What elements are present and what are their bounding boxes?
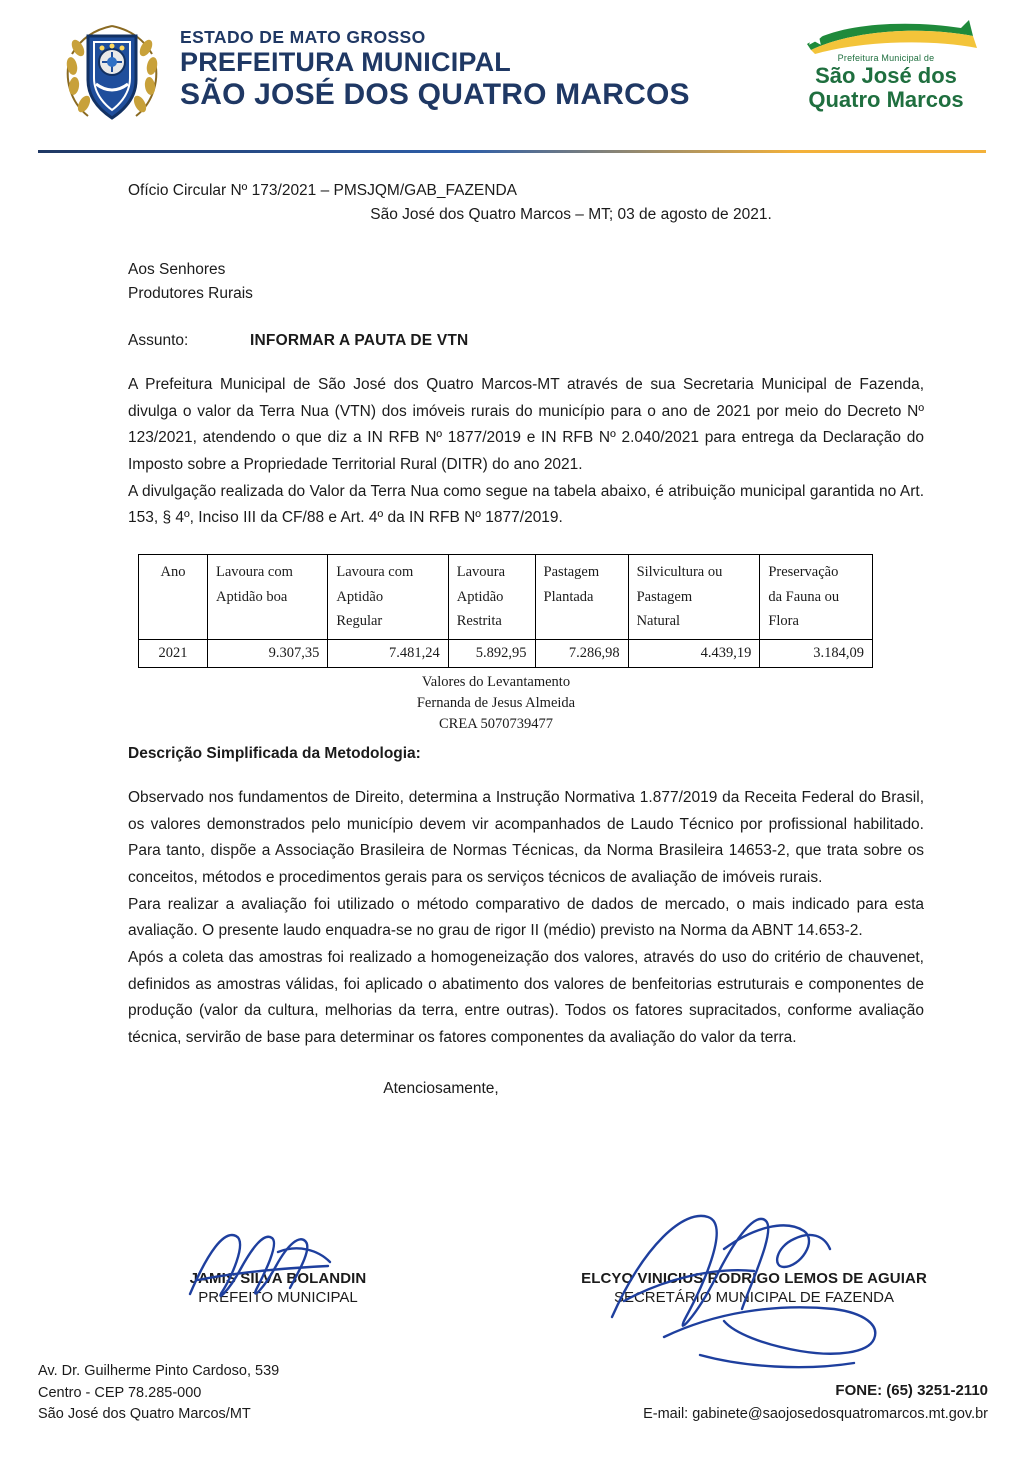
address-line-3: São José dos Quatro Marcos/MT [38,1406,251,1423]
cell-silvicultura: 4.439,19 [628,639,760,667]
document-footer [38,1361,988,1426]
th-lavoura-restrita: Lavoura Aptidão Restrita [448,554,535,639]
address-line-1: Av. Dr. Guilherme Pinto Cardoso, 539 [38,1362,280,1379]
header-titles [180,28,690,110]
th-silvicultura: Silvicultura ou Pastagem Natural [628,554,760,639]
place-date: São José dos Quatro Marcos – MT; 03 de agosto de 2021. [370,206,772,223]
header-entity: PREFEITURA MUNICIPAL [180,47,511,78]
cell-preservacao: 3.184,09 [760,639,873,667]
methodology-paragraph-1: Observado nos fundamentos de Direito, determina a Instrução Normativa 1.877/2019 da Receita Federal do Brasil, os valores demonstrados pelo município devem vir acompanhados de Laudo Técnico por profissional habilitado. Para tanto, dispõe a Associação Brasileira de Normas Técnicas, da Norma Brasileira 14653-2, que trata sobre os conceitos, métodos e procedimentos gerais para os serviços técnicos de avaliação de imóveis rurais. [128,788,924,886]
caption-line-2: Fernanda de Jesus Almeida [416,694,576,711]
footer-email[interactable]: E-mail: gabinete@saojosedosquatromarcos.mt.gov.br [643,1406,988,1423]
cell-pastagem-plantada: 7.286,98 [535,639,628,667]
th-lavoura-regular: Lavoura com Aptidão Regular [328,554,448,639]
paragraph-1: A Prefeitura Municipal de São José dos Quatro Marcos-MT através de sua Secretaria Municipal de Fazenda, divulga o valor da Terra Nua (VTN) dos imóveis rurais do município para o ano de 2021 por meio do Decreto Nº 123/2021, atendendo o que diz a IN RFB Nº 1877/2019 e IN RFB Nº 2.040/2021 para entrega da Declaração do Imposto sobre a Propriedade Territorial Rural (DITR) do ano 2021. [128,376,924,473]
footer-phone: FONE: (65) 3251-2110 [835,1381,988,1399]
table-row [139,639,873,667]
ribbon-icon [801,18,971,52]
table-header-row [139,554,873,639]
addressee-line-2: Produtores Rurais [128,285,253,303]
address-line-2: Centro - CEP 78.285-000 [38,1384,202,1401]
document-body [128,182,924,1098]
cell-lavoura-restrita: 5.892,95 [448,639,535,667]
oficio-number: Ofício Circular Nº 173/2021 – PMSJQM/GAB_FAZENDA [128,182,517,199]
subject-value: INFORMAR A PAUTA DE VTN [250,332,469,350]
mayor-name: JAMIS SILVA BOLANDIN [189,1270,367,1287]
methodology-paragraph-2: Para realizar a avaliação foi utilizado o método comparativo de dados de mercado, o mais indicado para esta avaliação. O presente laudo enquadra-se no grau de rigor II (médio) previsto na Norma da ABNT 14.653-2. [128,895,924,940]
header-city: SÃO JOSÉ DOS QUATRO MARCOS [180,77,690,111]
methodology-title: Descrição Simplificada da Metodologia: [128,744,421,762]
signature-secretary [544,1270,964,1306]
subject-row [128,332,924,350]
cell-lavoura-regular: 7.481,24 [328,639,448,667]
document-header [0,0,1024,140]
coat-of-arms-icon [58,18,166,130]
signature-area [128,1270,964,1306]
th-ano: Ano [139,554,208,639]
paragraph-2: A divulgação realizada do Valor da Terra Nua como segue na tabela abaixo, é atribuição municipal garantida no Art. 153, § 4º, Inciso III da CF/88 e Art. 4º da IN RFB Nº 1877/2019. [128,482,924,527]
header-divider [38,150,986,153]
logo-name-line1: São José dos [815,63,957,88]
vtn-table [138,554,873,668]
subject-label: Assunto: [128,332,189,350]
methodology-paragraph-3: Após a coleta das amostras foi realizado a homogeneização dos valores, através do uso do critério de chauvenet, definidos as amostras válidas, foi aplicado o abatimento dos valores de benfeitorias estruturais e componentes de produção (valor da cultura, melhorias da terra, entre outras). Todos os fatores supracitados, conforme avaliação técnica, servirão de base para determinar os fatores componentes da avaliação do valor da terra. [128,948,924,1046]
footer-contact [643,1380,988,1426]
mayor-role: PREFEITO MUNICIPAL [198,1289,358,1306]
logo-subtitle: Prefeitura Municipal de [837,53,935,63]
th-lavoura-boa: Lavoura com Aptidão boa [208,554,328,639]
municipal-logo [786,18,986,130]
th-pastagem-plantada: Pastagem Plantada [535,554,628,639]
signature-mayor [128,1270,428,1306]
header-state: ESTADO DE MATO GROSSO [180,27,426,47]
caption-line-1: Valores do Levantamento [421,673,571,690]
cell-lavoura-boa: 9.307,35 [208,639,328,667]
addressee-line-1: Aos Senhores [128,261,226,278]
footer-address [38,1361,279,1426]
caption-line-3: CREA 5070739477 [439,715,553,732]
th-preservacao: Preservação da Fauna ou Flora [760,554,873,639]
secretary-name: ELCYO VINICIUS RODRIGO LEMOS DE AGUIAR [581,1270,927,1287]
secretary-role: SECRETÁRIO MUNICIPAL DE FAZENDA [613,1289,895,1306]
logo-name-line2: Quatro Marcos [808,87,964,113]
cell-ano: 2021 [139,639,208,667]
table-caption [128,672,924,735]
closing-text: Atenciosamente, [383,1079,499,1097]
